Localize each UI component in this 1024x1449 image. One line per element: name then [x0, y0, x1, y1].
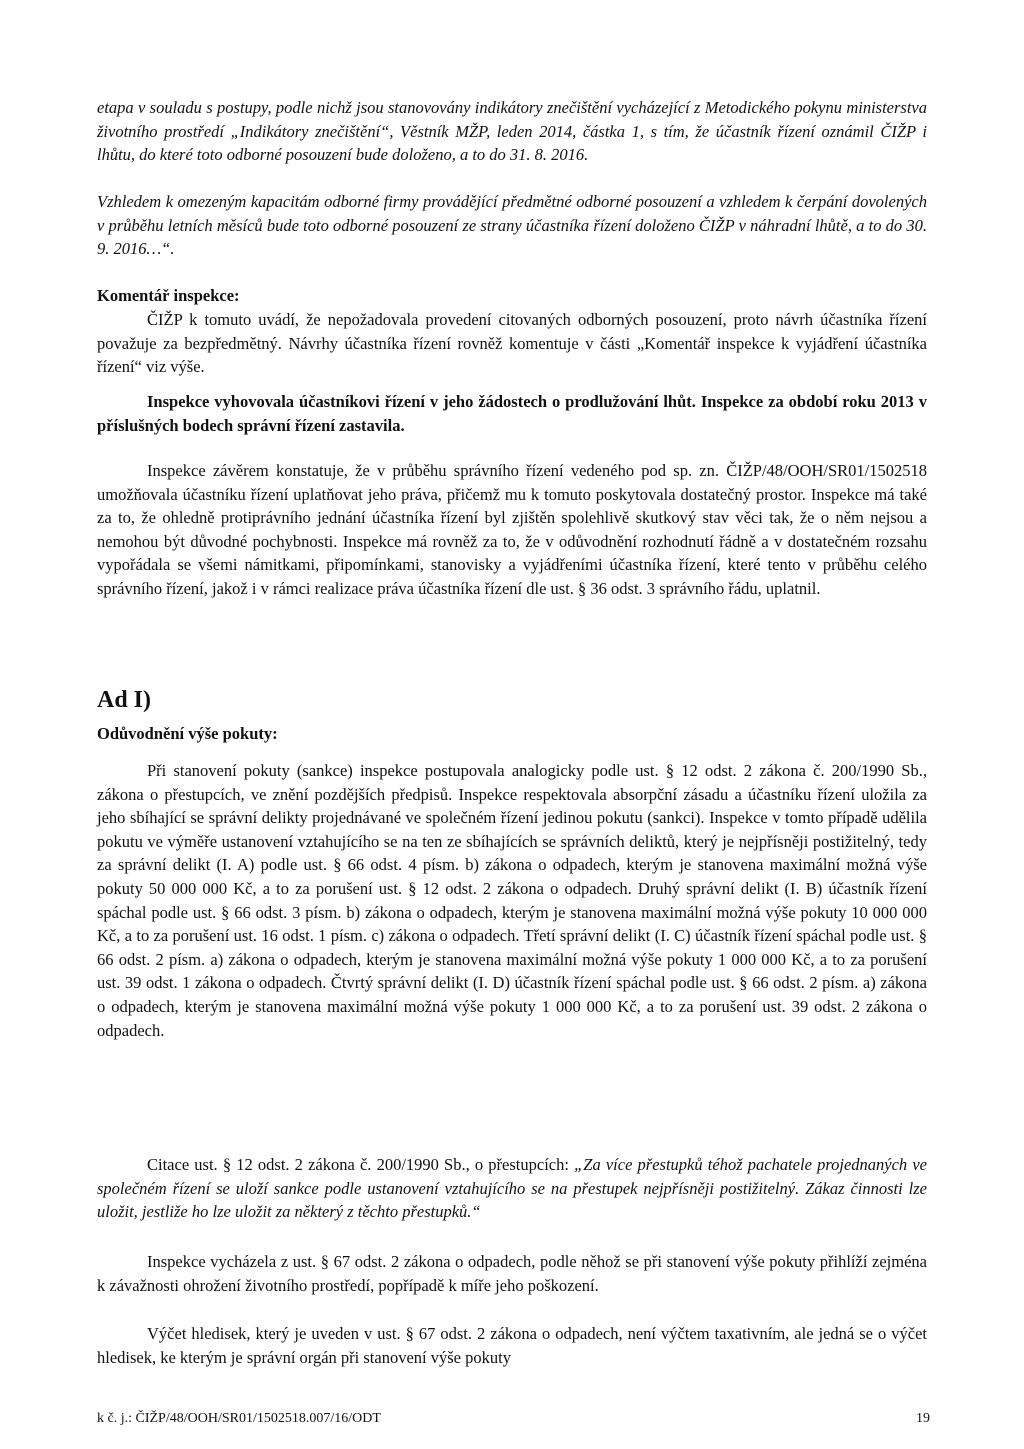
citation-paragraph	[97, 1153, 927, 1224]
citation-lead: Citace ust. § 12 odst. 2 zákona č. 200/1990 Sb., o přestupcích:	[147, 1155, 575, 1174]
quoted-paragraph-2: Vzhledem k omezeným kapacitám odborné firmy provádějící předmětné odborné posouzení a vzhledem k čerpání dovolených v průběhu letních měsíců bude toto odborné posouzení ze strany účastníka řízení doloženo ČIŽP v náhradní lhůtě, a to do 30. 9. 2016…“.	[97, 192, 927, 259]
conclusion-paragraph: Inspekce závěrem konstatuje, že v průběhu správního řízení vedeného pod sp. zn. ČIŽP/48/OOH/SR01/1502518 umožňovala účastníku řízení uplatňovat jeho práva, přičemž mu k tomuto poskytovala dostatečný prostor. Inspekce má také za to, že ohledně protiprávního jednání účastníka řízení byl zjištěn spolehlivě skutkový stav věci tak, že o něm nejsou a nemohou být důvodné pochybnosti. Inspekce má rovněž za to, že v odůvodnění rozhodnutí řádně a v dostatečném rozsahu vypořádala se všemi námitkami, připomínkami, stanovisky a vyjádřeními účastníka řízení, které tento v průběhu celého správního řízení, jakož i v rámci realizace práva účastníka řízení dle ust. § 36 odst. 3 správního řádu, uplatnil.	[97, 461, 927, 598]
comment-bold-conclusion: Inspekce vyhovovala účastníkovi řízení v jeho žádostech o prodlužování lhůt. Inspekce za období roku 2013 v příslušných bodech správní řízení zastavila.	[97, 392, 927, 435]
section-subtitle: Odůvodnění výše pokuty:	[97, 724, 278, 743]
comment-heading: Komentář inspekce:	[97, 286, 240, 305]
comment-text: ČIŽP k tomuto uvádí, že nepožadovala provedení citovaných odborných posouzení, proto návrh účastníka řízení považuje za bezpředmětný. Návrhy účastníka řízení rovněž komentuje v části „Komentář inspekce k vyjádření účastníka řízení“ viz výše.	[97, 310, 927, 377]
page-number: 19	[916, 1411, 930, 1426]
quoted-paragraph-1: etapa v souladu s postupy, podle nichž jsou stanovovány indikátory znečištění vycházející z Metodického pokynu ministerstva životního prostředí „Indikátory znečištění“, Věstník MŽP, leden 2014, částka 1, s tím, že účastník řízení oznámil ČIŽP i lhůtu, do které toto odborné posouzení bude doloženo, a to do 31. 8. 2016.	[97, 98, 927, 165]
paragraph-list: Výčet hledisek, který je uveden v ust. § 67 odst. 2 zákona o odpadech, není výčtem taxativním, ale jedná se o výčet hledisek, ke kterým je správní orgán při stanovení výše pokuty	[97, 1324, 927, 1367]
section-title: Ad I)	[97, 687, 152, 713]
footer-reference: k č. j.: ČIŽP/48/OOH/SR01/1502518.007/16/ODT	[97, 1411, 381, 1426]
citation-quote: „Za více přestupků téhož pachatele projednaných ve společném řízení se uloží sankce podle ustanovení vztahujícího se na přestupek nejpřísněji postižitelný. Zákaz činnosti lze uložit, jestliže ho lze uložit za některý z těchto přestupků.“	[97, 1155, 927, 1222]
paragraph-67: Inspekce vycházela z ust. § 67 odst. 2 zákona o odpadech, podle něhož se při stanovení výše pokuty přihlíží zejména k závažnosti ohrožení životního prostředí, popřípadě k míře jeho poškození.	[97, 1252, 927, 1295]
fine-paragraph: Při stanovení pokuty (sankce) inspekce postupovala analogicky podle ust. § 12 odst. 2 zákona č. 200/1990 Sb., zákona o přestupcích, ve znění pozdějších předpisů. Inspekce respektovala absorpční zásadu a účastníku řízení uložila za jeho sbíhající se správní delikty projednávané ve společném řízení jedinou pokutu (sankci). Inspekce v tomto případě udělila pokutu ve výměře ustanovení vztahujícího se na ten ze sbíhajících se správních deliktů, který je nejpřísněji postižitelný, tedy za správní delikt (I. A) podle ust. § 66 odst. 4 písm. b) zákona o odpadech, kterým je stanovena maximální možná výše pokuty 50 000 000 Kč, a to za porušení ust. § 12 odst. 2 zákona o odpadech. Druhý správní delikt (I. B) účastník řízení spáchal podle ust. § 66 odst. 3 písm. b) zákona o odpadech, kterým je stanovena maximální možná výše pokuty 10 000 000 Kč, a to za porušení ust. 16 odst. 1 písm. c) zákona o odpadech. Třetí správní delikt (I. C) účastník řízení spáchal podle ust. § 66 odst. 2 písm. a) zákona o odpadech, kterým je stanovena maximální možná výše pokuty 1 000 000 Kč, a to za porušení ust. 39 odst. 1 zákona o odpadech. Čtvrtý správní delikt (I. D) účastník řízení spáchal podle ust. § 66 odst. 2 písm. a) zákona o odpadech, kterým je stanovena maximální možná výše pokuty 1 000 000 Kč, a to za porušení ust. 39 odst. 2 zákona o odpadech.	[97, 761, 927, 1040]
